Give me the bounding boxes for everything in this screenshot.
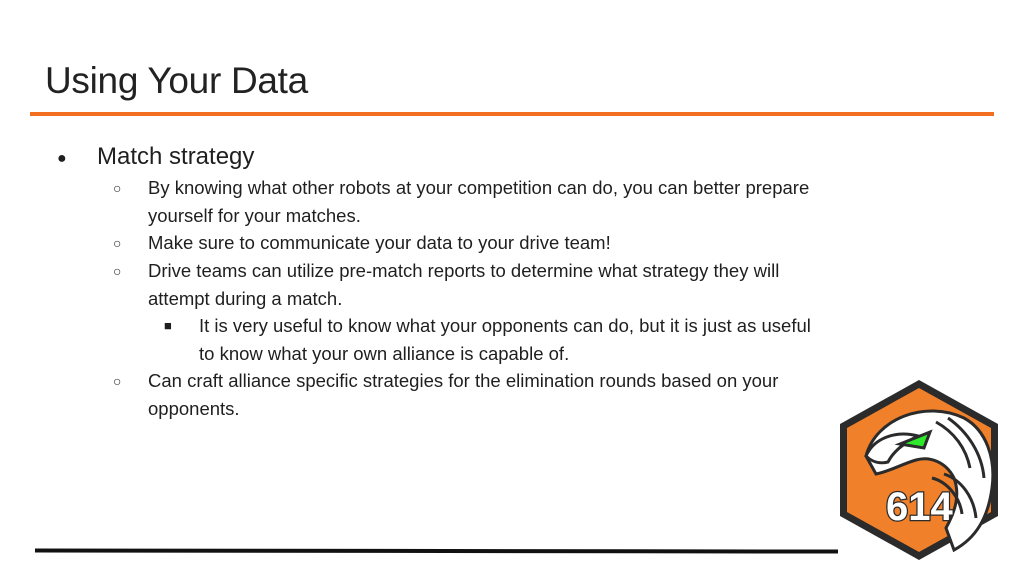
bullet-circle: ○ (113, 235, 122, 251)
title-divider (30, 112, 994, 116)
sub-sub-bullet-line-1: It is very useful to know what your opponents can do, but it is just as useful (199, 315, 811, 336)
bullet-main: Match strategy (97, 143, 255, 170)
bullet-dot: ● (57, 150, 67, 167)
sub-bullet-1-line-1: By knowing what other robots at your competition can do, you can better prepare (148, 177, 810, 198)
bullet-circle: ○ (113, 373, 122, 389)
bullet-circle: ○ (113, 263, 122, 279)
sub-bullet-3-line-2: attempt during a match. (148, 288, 343, 309)
sub-bullet-4-line-2: opponents. (148, 398, 240, 419)
bullet-circle: ○ (113, 180, 122, 196)
sub-bullet-1-line-2: yourself for your matches. (148, 205, 361, 226)
sub-sub-bullet-line-2: to know what your own alliance is capable of. (199, 343, 570, 364)
logo-number: 614 (886, 485, 953, 529)
team-614-logo-icon (836, 378, 1002, 562)
bullet-square: ■ (164, 318, 172, 333)
bottom-divider (35, 548, 838, 553)
slide-title: Using Your Data (45, 60, 308, 101)
sub-bullet-2: Make sure to communicate your data to your drive team! (148, 232, 611, 253)
sub-bullet-3-line-1: Drive teams can utilize pre-match reports to determine what strategy they will (148, 260, 780, 281)
sub-bullet-4-line-1: Can craft alliance specific strategies for the elimination rounds based on your (148, 370, 779, 391)
